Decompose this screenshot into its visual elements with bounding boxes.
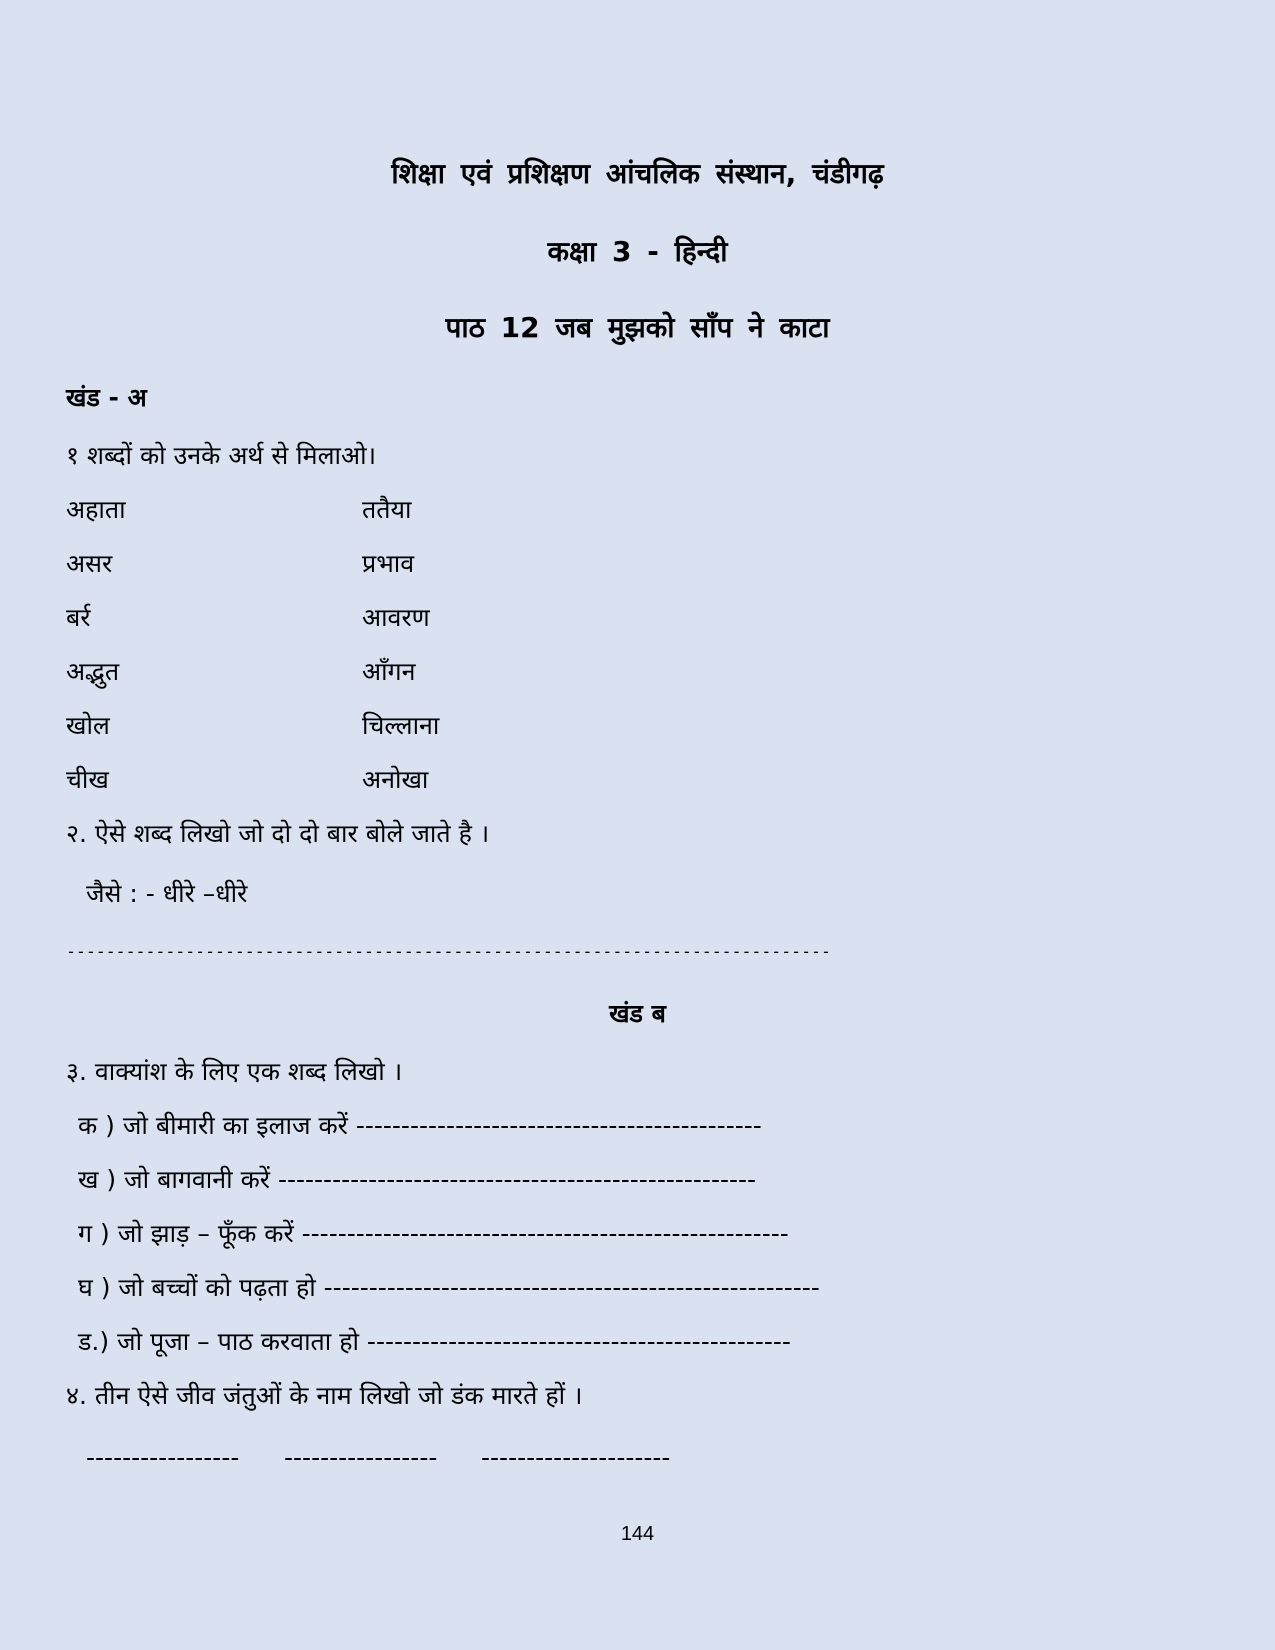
question-3-item[interactable]: ड.) जो पूजा – पाठ करवाता हो -----------------------------------------------	[78, 1327, 791, 1356]
page-number: 144	[620, 1523, 655, 1545]
section-b-label: खंड ब	[609, 999, 666, 1028]
question-3-item[interactable]: घ ) जो बच्चों को पढ़ता हो -------------------------------------------------------	[78, 1273, 820, 1302]
institute-title: शिक्षा एवं प्रशिक्षण आंचलिक संस्थान, चंडीगढ़	[391, 157, 884, 190]
question-4-blank[interactable]: ---------------------	[481, 1443, 671, 1472]
question-2-answer-line[interactable]: -----------------------------------------------------------------------------	[66, 942, 831, 961]
question-2-example: जैसे : - धीरे –धीरे	[86, 879, 248, 908]
match-left-word: चीख	[66, 765, 109, 794]
match-left-word: अद्भुत	[66, 657, 120, 686]
match-right-word: ततैया	[362, 495, 412, 524]
match-left-word: असर	[66, 549, 113, 578]
question-4-text: ४. तीन ऐसे जीव जंतुओं के नाम लिखो जो डंक मारते हों ।	[66, 1381, 583, 1410]
match-left-word: अहाता	[66, 495, 126, 524]
question-1-text: १ शब्दों को उनके अर्थ से मिलाओ।	[66, 441, 377, 470]
section-a-label: खंड - अ	[66, 383, 147, 412]
match-left-word: खोल	[66, 711, 110, 740]
question-2-text: २. ऐसे शब्द लिखो जो दो दो बार बोले जाते है ।	[66, 819, 490, 848]
class-title: कक्षा 3 - हिन्दी	[547, 235, 728, 268]
match-right-word: अनोखा	[362, 765, 429, 794]
match-right-word: आँगन	[362, 657, 416, 686]
question-3-item[interactable]: ग ) जो झाड़ – फूँक करें ------------------------------------------------------	[78, 1219, 789, 1248]
match-right-word: प्रभाव	[362, 549, 415, 578]
question-4-blank[interactable]: -----------------	[86, 1443, 240, 1472]
question-3-text: ३. वाक्यांश के लिए एक शब्द लिखो ।	[66, 1057, 403, 1086]
lesson-title: पाठ 12 जब मुझको साँप ने काटा	[445, 311, 830, 344]
match-right-word: चिल्लाना	[362, 711, 440, 740]
question-4-blank[interactable]: -----------------	[284, 1443, 438, 1472]
match-left-word: बर्र	[66, 603, 91, 632]
match-right-word: आवरण	[362, 603, 430, 632]
question-3-item[interactable]: ख ) जो बागवानी करें -----------------------------------------------------	[78, 1165, 757, 1194]
question-3-item[interactable]: क ) जो बीमारी का इलाज करें ---------------------------------------------	[78, 1111, 762, 1140]
